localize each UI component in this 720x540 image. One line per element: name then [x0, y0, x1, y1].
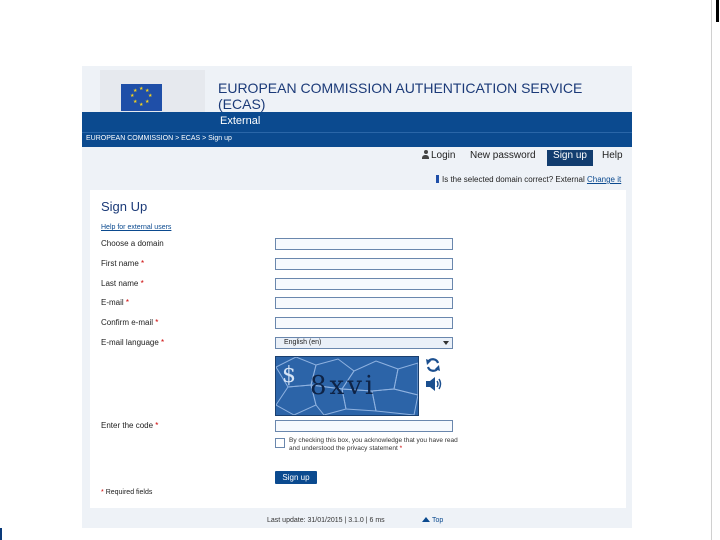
- required-star: *: [161, 338, 165, 347]
- page-title: [218, 80, 582, 112]
- privacy-text: By checking this box, you acknowledge that you have read and understood the privacy statement: [289, 437, 458, 452]
- footer: [82, 514, 632, 528]
- field-label-last-name: [101, 279, 144, 288]
- info-icon: [436, 175, 439, 183]
- captcha-symbol: $: [282, 363, 296, 388]
- field-label-domain: [101, 239, 164, 248]
- field-label-text: Enter the code: [101, 421, 154, 430]
- captcha-image: [275, 356, 419, 416]
- required-star: *: [141, 259, 145, 268]
- field-label-text: First name: [101, 259, 139, 268]
- first-name-field[interactable]: [275, 258, 453, 270]
- required-star: *: [140, 279, 144, 288]
- corner-mark: [0, 528, 2, 540]
- field-label-text: Choose a domain: [101, 239, 164, 248]
- breadcrumb-text[interactable]: EUROPEAN COMMISSION > ECAS > Sign up: [86, 135, 232, 142]
- privacy-checkbox[interactable]: [275, 438, 285, 448]
- new-password-link[interactable]: New password: [470, 150, 536, 161]
- confirm-email-field[interactable]: [275, 317, 453, 329]
- language-select[interactable]: [275, 337, 453, 349]
- email-field[interactable]: [275, 297, 453, 309]
- breadcrumb: [82, 132, 632, 147]
- field-label-text: E-mail language: [101, 338, 159, 347]
- required-star: *: [101, 489, 104, 496]
- user-icon: [422, 150, 429, 159]
- refresh-icon[interactable]: [425, 357, 441, 373]
- captcha-text: 8xvi: [310, 371, 377, 401]
- form-title: Sign Up: [101, 199, 148, 214]
- field-label-first-name: [101, 259, 144, 268]
- audio-icon[interactable]: [425, 377, 443, 391]
- language-selected-value: English (en): [284, 339, 322, 346]
- domain-check: [436, 175, 621, 184]
- field-label-captcha: [101, 421, 158, 430]
- title-line-2: (ECAS): [218, 96, 266, 112]
- required-star: *: [125, 298, 130, 307]
- help-external-users-link[interactable]: Help for external users: [101, 224, 172, 231]
- sign-up-tab[interactable]: Sign up: [547, 150, 593, 166]
- required-star: *: [155, 318, 159, 327]
- field-label-text: E-mail: [101, 298, 124, 307]
- last-update-text: Last update: 31/01/2015 | 3.1.0 | 6 ms: [267, 517, 385, 524]
- field-label-text: Confirm e-mail: [101, 318, 154, 327]
- login-label: Login: [431, 150, 456, 161]
- last-name-field[interactable]: [275, 278, 453, 290]
- required-note-text: Required fields: [105, 489, 153, 496]
- domain-bar: [82, 112, 632, 132]
- field-label-email: [101, 298, 129, 307]
- required-star: *: [399, 445, 403, 452]
- field-label-language: [101, 338, 164, 347]
- title-line-1: EUROPEAN COMMISSION AUTHENTICATION SERVICE: [218, 80, 583, 96]
- eu-flag-icon: ★ ★ ★ ★ ★ ★ ★ ★: [121, 84, 162, 111]
- captcha-field[interactable]: [275, 420, 453, 432]
- help-link[interactable]: Help: [602, 150, 623, 161]
- scrollbar-thumb[interactable]: [716, 0, 719, 22]
- login-link[interactable]: [422, 150, 455, 166]
- field-label-confirm-email: [101, 318, 158, 327]
- chevron-down-icon: [443, 341, 449, 345]
- required-fields-note: [101, 489, 152, 496]
- window-edge: [711, 0, 712, 540]
- top-link-label: Top: [432, 517, 444, 524]
- required-star: *: [155, 421, 159, 430]
- domain-label: External: [220, 115, 261, 127]
- domain-question: Is the selected domain correct? External: [442, 175, 585, 184]
- top-arrow-icon: [422, 517, 430, 522]
- change-domain-link[interactable]: Change it: [586, 175, 622, 184]
- top-link[interactable]: [422, 517, 443, 524]
- field-label-text: Last name: [101, 279, 139, 288]
- privacy-statement: [289, 437, 459, 453]
- domain-field[interactable]: [275, 238, 453, 250]
- sign-up-button[interactable]: Sign up: [275, 471, 317, 484]
